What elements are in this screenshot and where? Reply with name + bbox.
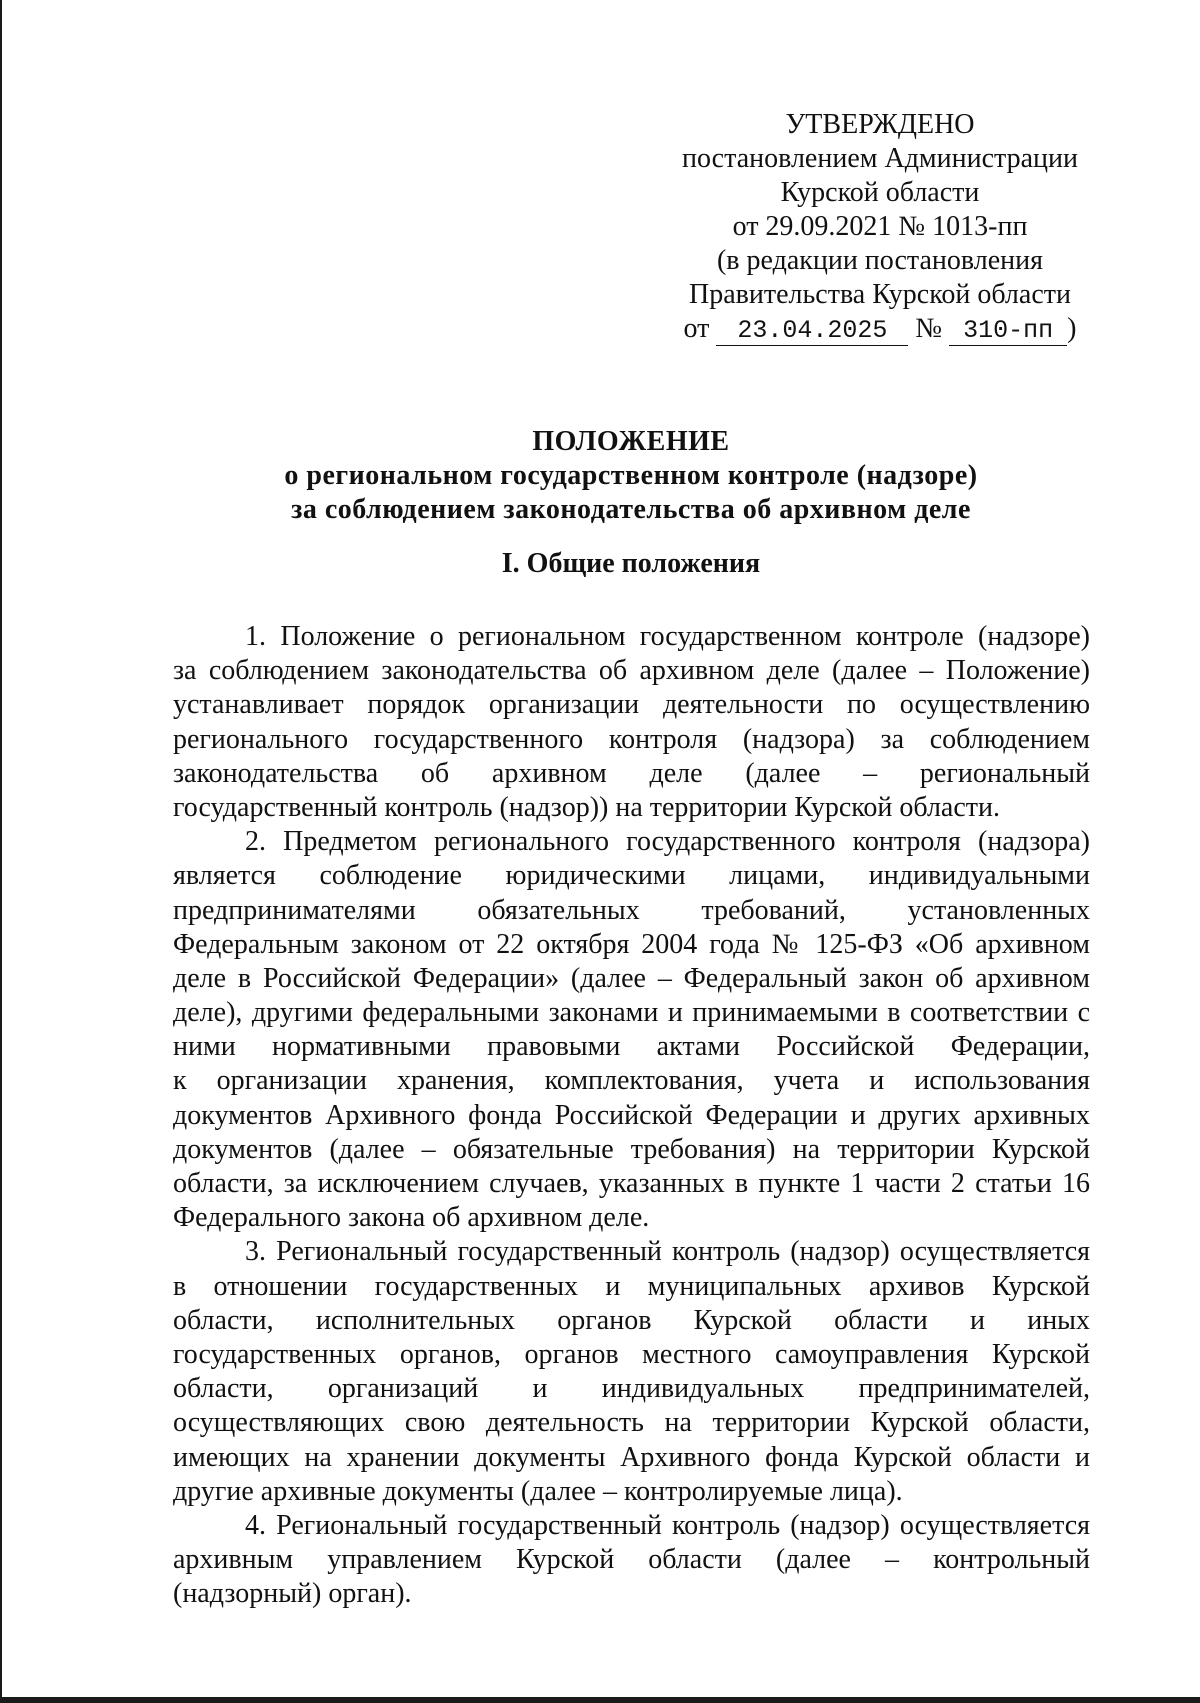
document-title-block (170, 425, 1092, 527)
paragraph-line: области, за исключением случаев, указанных в пункте 1 части 2 статьи 16 (173, 1168, 1090, 1199)
paragraph-line: другие архивные документы (далее – контролируемые лица). (173, 1475, 903, 1507)
paragraph-line: Федеральным законом от 22 октября 2004 года № 125-ФЗ «Об архивном (173, 928, 1090, 960)
paragraph-line: 4. Региональный государственный контроль (надзор) осуществляется (245, 1509, 1090, 1541)
paragraph-line: к организации хранения, комплектования, учета и использования (173, 1065, 1090, 1097)
page-border-left (0, 0, 2, 1703)
paragraph-line: имеющих на хранении документы Архивного фонда Курской области и (173, 1441, 1090, 1473)
paragraph-1 (173, 620, 1090, 1611)
amended-date: 23.04.2025 (716, 317, 908, 346)
paragraph-line: области, исполнительных органов Курской области и иных (173, 1304, 1090, 1336)
paragraph-line: 3. Региональный государственный контроль (надзор) осуществляется (245, 1236, 1090, 1268)
paragraph-line: предпринимателями обязательных требований, установленных (173, 894, 1090, 926)
paragraph-line: Федерального закона об архивном деле. (173, 1202, 650, 1234)
approval-line: от 29.09.2021 № 1013-пп (732, 211, 1028, 242)
paragraph-line: 2. Предметом регионального государственного контроля (надзора) (245, 826, 1090, 858)
paragraph-line: 1. Положение о региональном государственном контроле (надзоре) (245, 621, 1090, 652)
approval-line: Правительства Курской области (689, 279, 1071, 310)
paragraph-line: осуществляющих свою деятельность на территории Курской области, (173, 1407, 1090, 1439)
paragraph-line: государственных органов, органов местного самоуправления Курской (173, 1338, 1090, 1370)
paragraph-line: регионального государственного контроля (надзора) за соблюдением (173, 723, 1090, 755)
paragraph-line: деле в Российской Федерации» (далее – Федеральный закон об архивном (173, 962, 1090, 994)
paragraph-line: законодательства об архивном деле (далее – региональный (173, 757, 1090, 789)
paragraph-line: в отношении государственных и муниципальных архивов Курской (173, 1270, 1090, 1302)
document-subtitle: за соблюдением законодательства об архивном деле (291, 494, 971, 525)
approval-line: (в редакции постановления (716, 245, 1044, 276)
paragraph-line: (надзорный) орган). (173, 1578, 412, 1610)
paragraph-line: государственный контроль (надзор)) на территории Курской области. (173, 791, 1001, 823)
amended-number: 310-пп (949, 317, 1067, 346)
paragraph-line: документов Архивного фонда Российской Федерации и других архивных (173, 1099, 1090, 1131)
paragraph-line: устанавливает порядок организации деятельности по осуществлению (173, 689, 1090, 721)
number-label: № (915, 313, 943, 344)
amendment-line (660, 312, 1100, 346)
paragraph-line: архивным управлением Курской области (далее – контрольный (173, 1544, 1090, 1576)
paragraph-line: за соблюдением законодательства об архивном деле (далее – Положение) (173, 655, 1090, 687)
paragraph-line: деле), другими федеральными законами и принимаемыми в соответствии с (173, 997, 1090, 1029)
close-paren: ) (1067, 313, 1077, 344)
approval-line: постановлением Администрации (682, 143, 1078, 174)
approval-stamp-block (660, 108, 1100, 346)
from-label: от (683, 313, 710, 344)
section-heading: I. Общие положения (501, 548, 761, 579)
paragraph-line: области, организаций и индивидуальных предпринимателей, (173, 1373, 1090, 1405)
document-title: ПОЛОЖЕНИЕ (532, 426, 730, 457)
approval-line: Курской области (780, 177, 980, 208)
paragraph-line: является соблюдение юридическими лицами, индивидуальными (173, 860, 1090, 892)
approval-heading: УТВЕРЖДЕНО (785, 109, 975, 140)
paragraph-line: документов (далее – обязательные требования) на территории Курской (173, 1133, 1090, 1165)
document-subtitle: о региональном государственном контроле (надзоре) (284, 460, 978, 491)
paragraph-line: ними нормативными правовыми актами Российской Федерации, (173, 1031, 1090, 1063)
page-border-bottom (0, 1697, 1200, 1703)
